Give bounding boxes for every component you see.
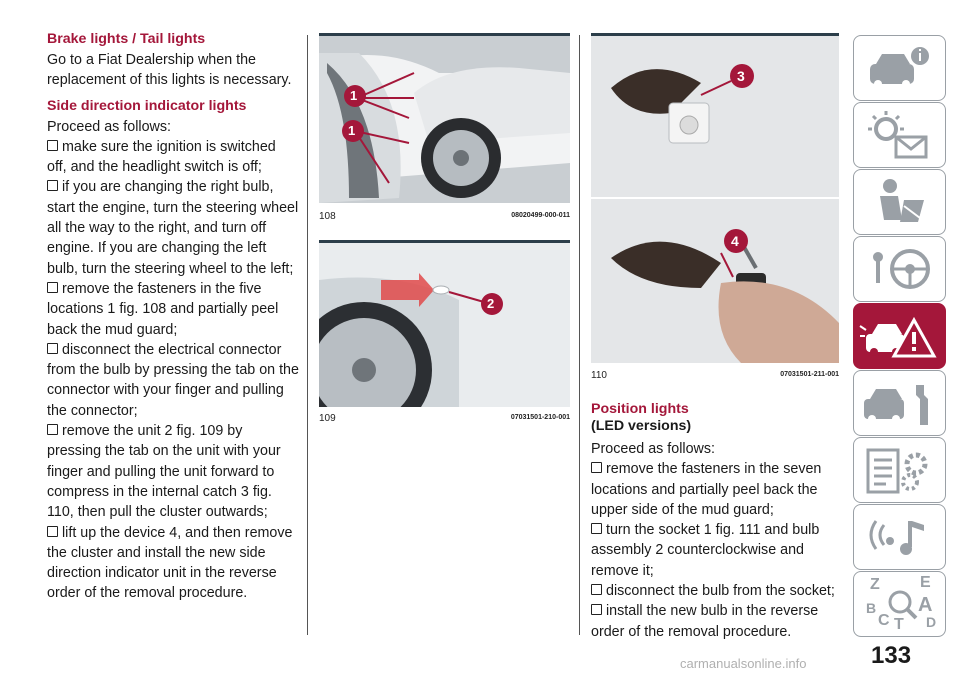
step-item: lift up the device 4, and then remove the cluster and install the new side direction indicator unit in the reverse order of the removal procedure. [47,524,293,602]
warning-lights-icon [854,103,947,169]
checkbox-bullet-icon [47,140,58,151]
figure-108-photo [319,33,570,203]
checkbox-bullet-icon [47,526,58,537]
figure-110-image [591,33,839,363]
checkbox-bullet-icon [591,523,602,534]
figure-top-bar [319,240,570,243]
figure-number: 108 [319,211,336,222]
index-letter: B [866,600,877,616]
multimedia-icon [854,505,947,571]
section-title-brake-lights: Brake lights / Tail lights [47,31,206,47]
step-item: install the new bulb in the reverse order of the removal procedure. [591,603,819,640]
figure-top-bar [591,33,839,36]
step-item: if you are changing the right bulb, start the engine, turn the steering wheel all the way to the right, and turn off engine. If you are changing the left bulb, turn the steering wheel to the left; [47,179,299,277]
index-letter: A [918,594,933,616]
callout-1: 1 [348,123,356,138]
tab-index[interactable] [853,571,946,637]
tab-specifications[interactable] [853,437,946,503]
figure-108-image [319,33,570,203]
step-item: disconnect the bulb from the socket; [591,581,841,601]
tab-car-info[interactable] [853,35,946,101]
safety-seat-icon [854,170,947,236]
tab-multimedia[interactable] [853,504,946,570]
left-column [47,30,299,604]
index-letter: Z [870,576,880,593]
page-number: 133 [871,642,912,669]
checkbox-bullet-icon [591,462,602,473]
car-info-icon [854,36,947,102]
figure-number: 110 [591,370,607,381]
figure-109-photo [319,240,570,407]
figure-code: 08020499-000-011 [511,212,570,219]
callout-2: 2 [487,296,495,311]
step-item: remove the unit 2 fig. 109 by pressing the tab on the unit with your finger and pulling the unit forward to compress in the internal catch 3 fig. 110, then pull the cluster outwards; [47,423,281,521]
callout-1: 1 [350,88,358,103]
watermark: carmanualsonline.info [680,656,807,671]
section-title-side-indicators: Side direction indicator lights [47,97,247,114]
tab-warning-lights[interactable] [853,102,946,168]
callout-3: 3 [737,68,745,84]
checkbox-bullet-icon [591,584,602,595]
right-column [591,400,841,642]
step-item: disconnect the electrical connector from the bulb by pressing the tab on the connector with your finger and pulling the connector; [47,341,299,419]
figure-110-photo [591,33,839,363]
figure-109-caption [319,413,570,424]
tab-safety[interactable] [853,169,946,235]
checkbox-bullet-icon [47,282,58,293]
specifications-icon [854,438,947,504]
step-item: remove the fasteners in the five locations 1 fig. 108 and partially peel back the mud guard; [47,280,279,338]
side-indicators-intro: Proceed as follows: [47,118,171,135]
figure-code: 07031501-211-001 [780,371,839,378]
callout-4: 4 [731,233,739,249]
index-letter: T [894,616,904,633]
car-maintenance-icon [854,371,947,437]
column-divider [579,35,580,635]
tab-emergency[interactable] [853,303,946,369]
steering-wheel-key-icon [854,237,947,303]
index-letter: C [878,612,890,629]
section-title-position-lights: Position lights [591,401,689,417]
figure-code: 07031501-210-001 [510,414,570,421]
figure-top-bar [319,33,570,36]
figure-108-caption [319,211,570,222]
emergency-car-icon [854,304,947,370]
brake-lights-text: Go to a Fiat Dealership when the replacement of this lights is necessary. [47,52,292,89]
step-item: turn the socket 1 fig. 111 and bulb assembly 2 counterclockwise and remove it; [591,522,820,579]
index-letter: E [920,574,931,591]
figure-110-caption [591,370,839,381]
index-letter: D [926,614,937,630]
column-divider [307,35,308,635]
checkbox-bullet-icon [47,343,58,354]
section-subtitle-led: (LED versions) [591,418,692,434]
position-lights-intro: Proceed as follows: [591,441,715,457]
checkbox-bullet-icon [47,180,58,191]
tab-starting-driving[interactable] [853,236,946,302]
tab-maintenance[interactable] [853,370,946,436]
step-item: make sure the ignition is switched off, and the headlight switch is off; [47,138,276,176]
checkbox-bullet-icon [591,604,602,615]
figure-number: 109 [319,413,336,424]
figure-109-image [319,240,570,407]
step-item: remove the fasteners in the seven locations and partially peel back the upper side of the mud guard; [591,461,822,518]
checkbox-bullet-icon [47,424,58,435]
